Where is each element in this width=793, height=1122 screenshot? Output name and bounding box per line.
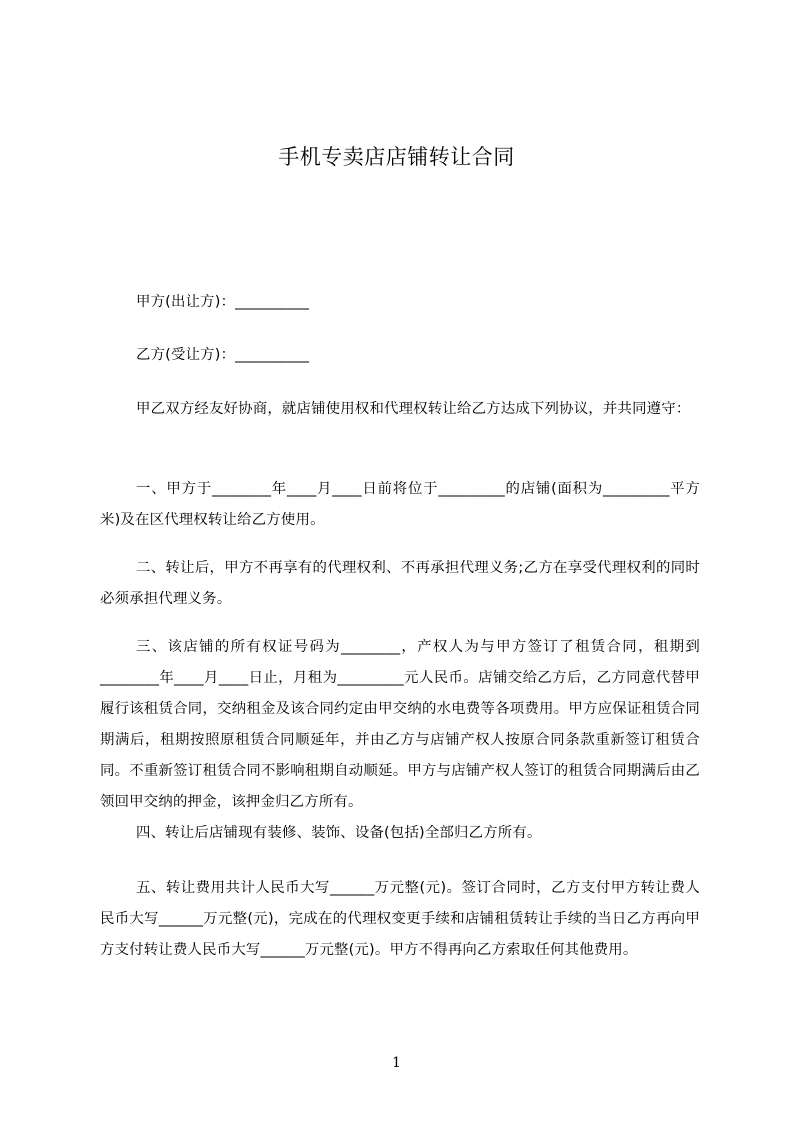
clause-4: 四、转让后店铺现有装修、装饰、设备(包括)全部归乙方所有。 — [136, 825, 542, 841]
document-title: 手机专卖店店铺转让合同 — [278, 145, 515, 169]
clause-3: 三、该店铺的所有权证号码为________，产权人为与甲方签订了租赁合同，租期到________年____月____日止，月租为_________元人民币。店铺交给乙方后，乙方同意代替甲履行该租赁合同，交纳租金及该合同约定由甲交纳的水电费等各项费用。甲方应保证租赁合同期满后，租期按照原租赁合同顺延年，并由乙方与店铺产权人按原合同条款重新签订租赁合同。不重新签订租赁合同不影响租期自动顺延。甲方与店铺产权人签订的租赁合同期满后由乙领回甲交纳的押金，该押金归乙方所有。 — [100, 639, 700, 810]
party-a-line: 甲方(出让方)：__________ — [136, 294, 310, 310]
clause-2: 二、转让后，甲方不再享有的代理权利、不再承担代理义务;乙方在享受代理权利的同时必须承担代理义务。 — [100, 560, 700, 607]
party-b-line: 乙方(受让方)：__________ — [136, 347, 310, 363]
page-number: 1 — [392, 1055, 401, 1071]
intro-paragraph: 甲乙双方经友好协商，就店铺使用权和代理权转让给乙方达成下列协议，并共同遵守： — [136, 401, 691, 417]
clause-1: 一、甲方于________年____月____日前将位于_________的店铺(面积为_________平方米)及在区代理权转让给乙方使用。 — [100, 481, 700, 528]
clause-5: 五、转让费用共计人民币大写______万元整(元)。签订合同时，乙方支付甲方转让费人民币大写______万元整(元)，完成在的代理权变更手续和店铺租赁转让手续的当日乙方再向甲方支付转让费人民币大写______万元整(元)。甲方不得再向乙方索取任何其他费用。 — [100, 880, 700, 958]
